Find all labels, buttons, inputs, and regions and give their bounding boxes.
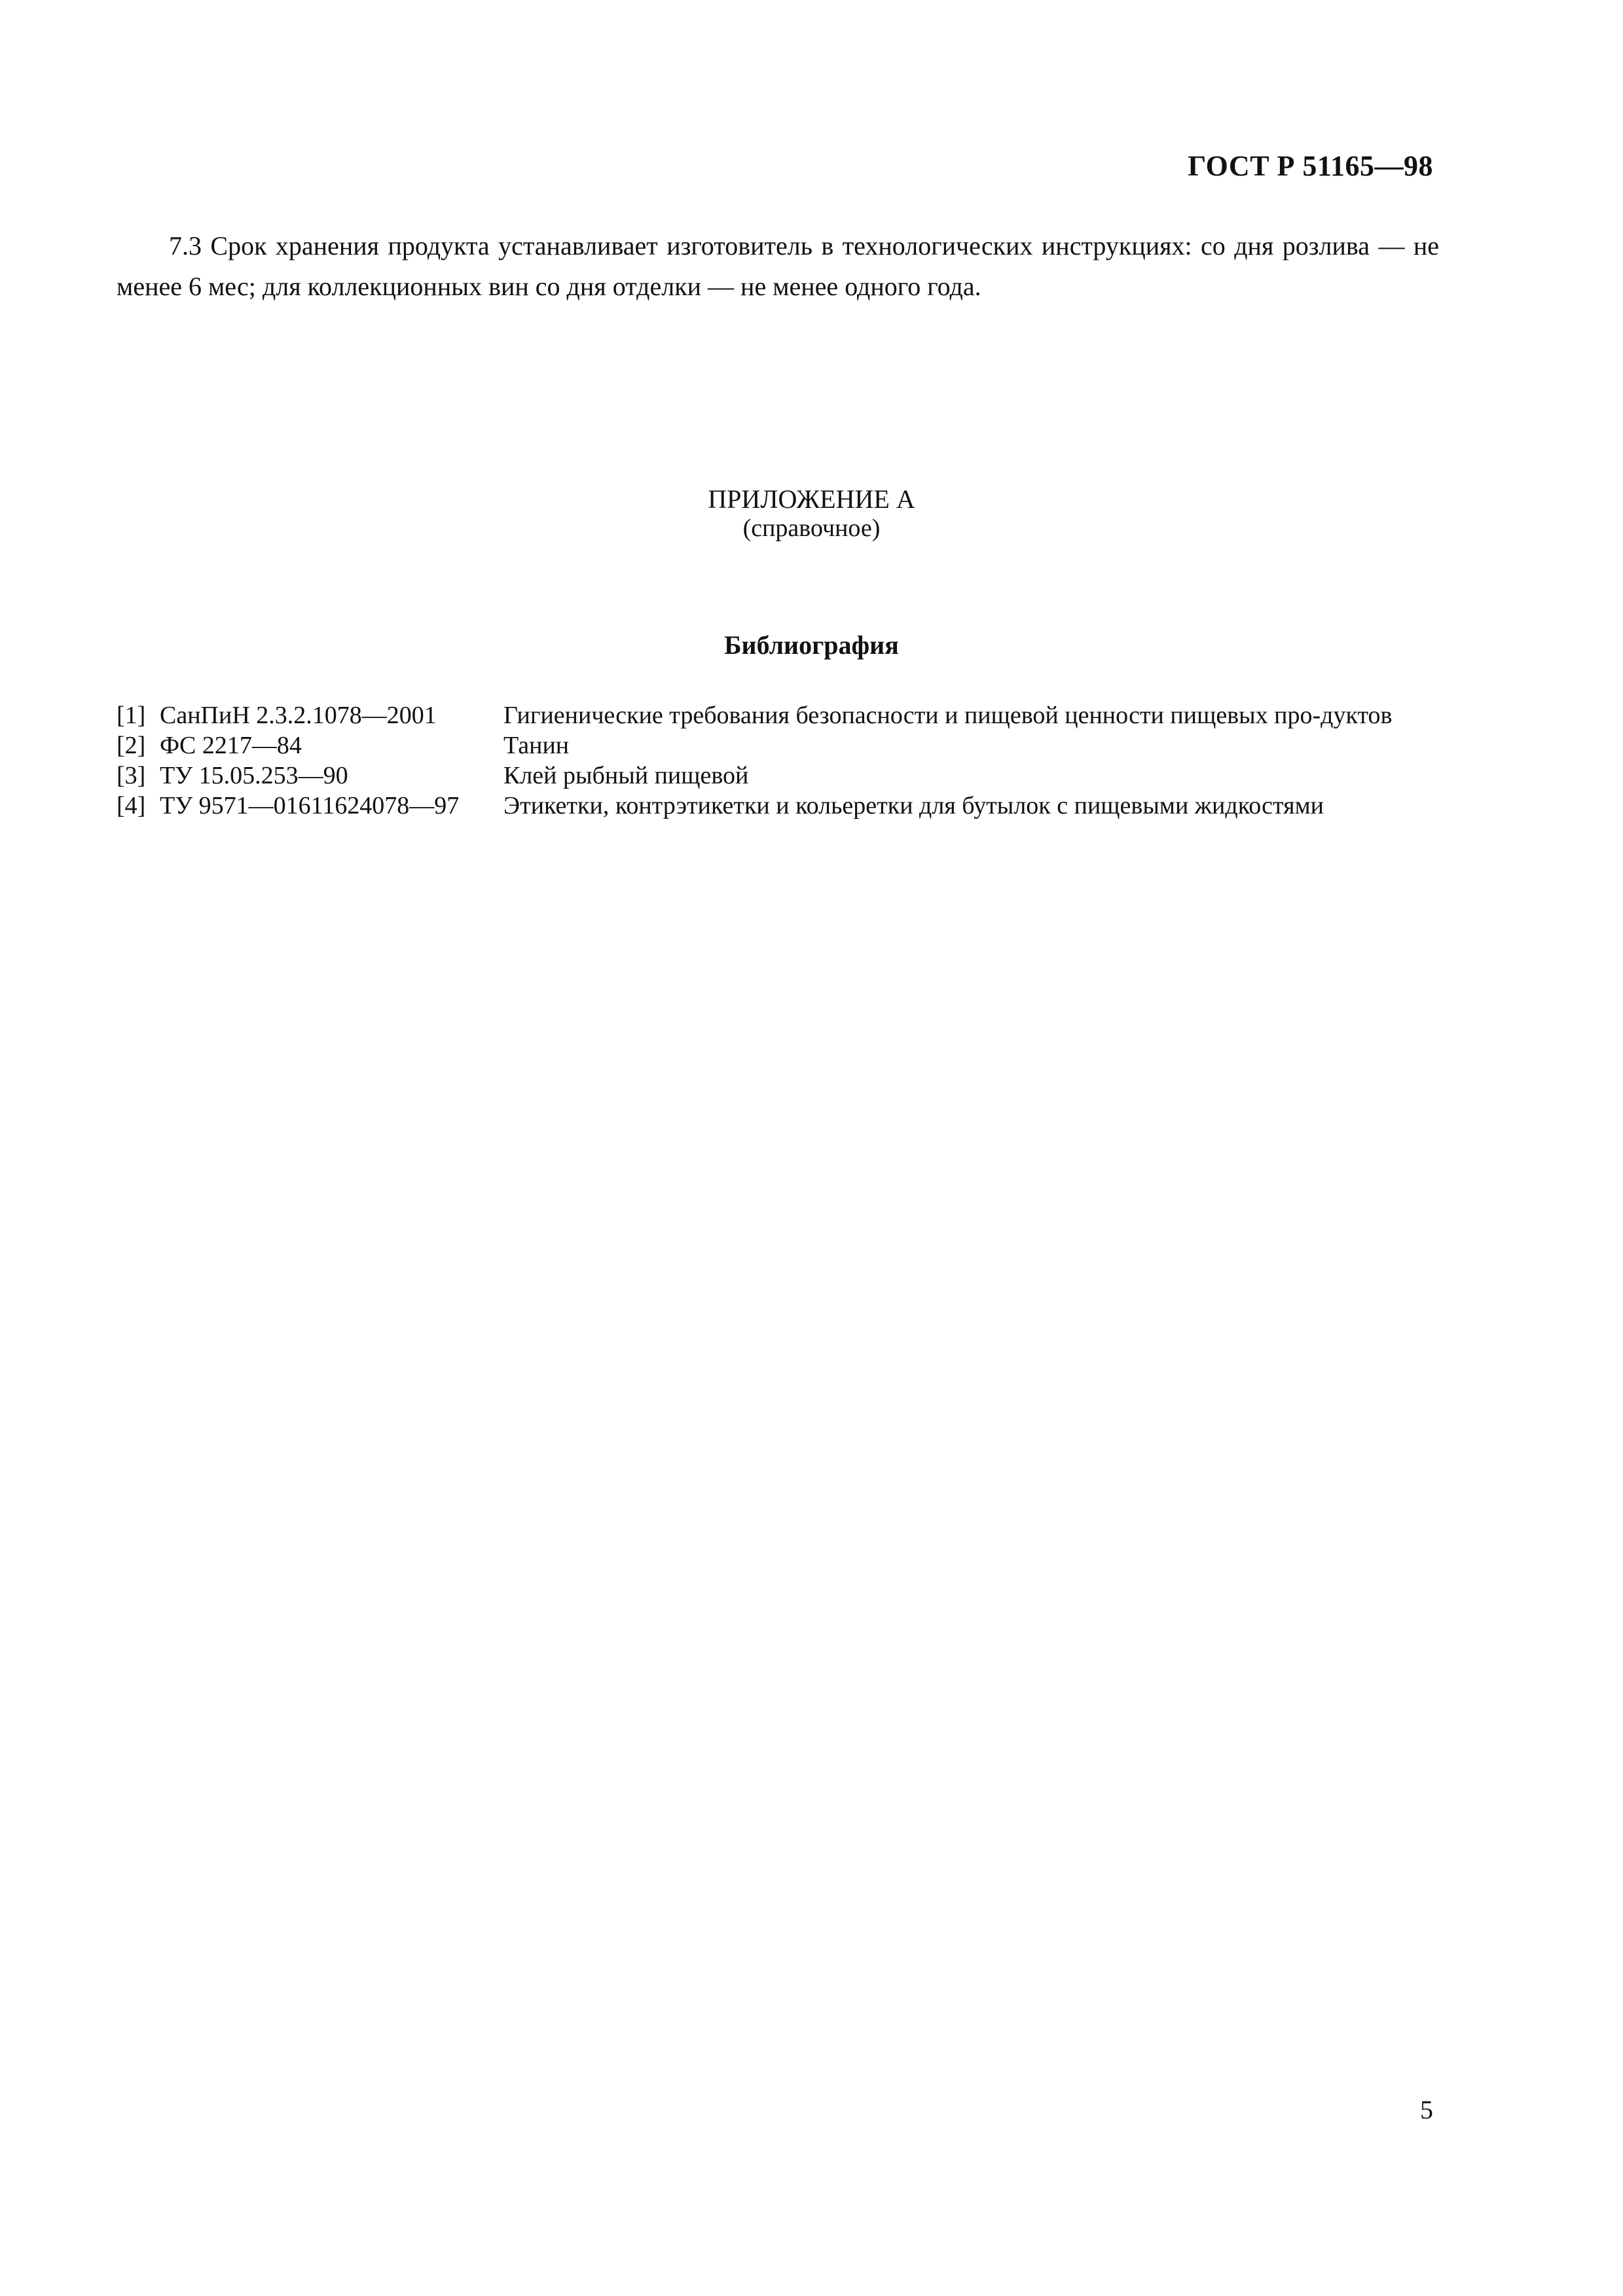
bibliography-item-title: Этикетки, контрэтикетки и кольеретки для бутылок с пищевыми жидкостями bbox=[503, 792, 1324, 819]
bibliography-item-title: Гигиенические требования безопасности и пищевой ценности пищевых про-дуктов bbox=[503, 702, 1393, 729]
bibliography-item-code: ТУ 15.05.253—90 bbox=[160, 762, 348, 789]
bibliography-heading: Библиография bbox=[724, 630, 899, 660]
appendix-subtitle: (справочное) bbox=[742, 514, 881, 542]
bibliography-item-title: Клей рыбный пищевой bbox=[503, 762, 749, 789]
bibliography-item bbox=[117, 791, 1442, 821]
bibliography-item bbox=[117, 730, 1442, 761]
bibliography-list bbox=[117, 700, 1442, 821]
bibliography-item-number: [3] bbox=[117, 762, 146, 789]
bibliography-item-code: ТУ 9571—01611624078—97 bbox=[160, 792, 460, 819]
clause-7-3: 7.3 Срок хранения продукта устанавливает изготовитель в технологических инструкциях: со дня розлива — не менее 6 мес; для коллекционных вин со дня отделки — не менее одного года. bbox=[117, 231, 1439, 301]
bibliography-item-title: Танин bbox=[503, 732, 570, 759]
bibliography-item-number: [2] bbox=[117, 732, 146, 759]
bibliography-item-number: [4] bbox=[117, 792, 146, 819]
bibliography-item-code: СанПиН 2.3.2.1078—2001 bbox=[160, 702, 437, 729]
document-header: ГОСТ Р 51165—98 bbox=[1188, 150, 1433, 182]
page-number: 5 bbox=[1420, 2095, 1433, 2125]
bibliography-item-number: [1] bbox=[117, 702, 146, 729]
bibliography-item bbox=[117, 761, 1442, 791]
bibliography-item-code: ФС 2217—84 bbox=[160, 732, 302, 759]
appendix-title: ПРИЛОЖЕНИЕ А bbox=[708, 484, 915, 514]
bibliography-item bbox=[117, 700, 1442, 730]
